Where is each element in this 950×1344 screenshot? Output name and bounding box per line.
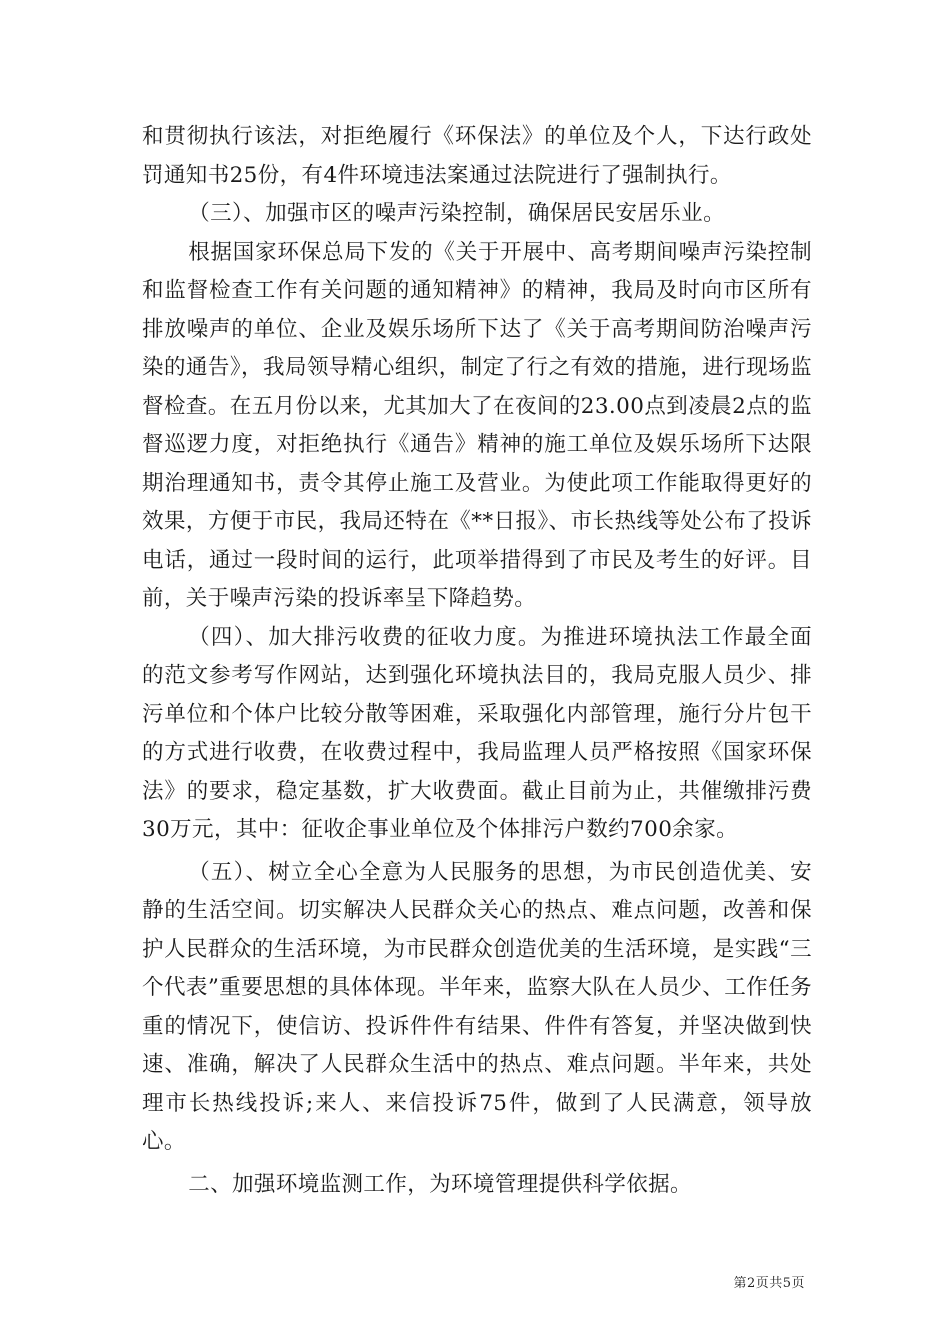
document-body	[142, 118, 812, 1204]
paragraph-continuation: 和贯彻执行该法，对拒绝履行《环保法》的单位及个人，下达行政处罚通知书25份，有4件环境违法案通过法院进行了强制执行。	[142, 124, 812, 188]
paragraph-noise-control: 根据国家环保总局下发的《关于开展中、高考期间噪声污染控制和监督检查工作有关问题的通知精神》的精神，我局及时向市区所有排放噪声的单位、企业及娱乐场所下达了《关于高考期间防治噪声污染的通告》，我局领导精心组织，制定了行之有效的措施，进行现场监督检查。在五月份以来，尤其加大了在夜间的23.00点到凌晨2点的监督巡逻力度，对拒绝执行《通告》精神的施工单位及娱乐场所下达限期治理通知书，责令其停止施工及营业。为使此项工作能取得更好的效果，方便于市民，我局还特在《**日报》、市长热线等处公布了投诉电话，通过一段时间的运行，此项举措得到了市民及考生的好评。目前，关于噪声污染的投诉率呈下降趋势。	[142, 239, 812, 611]
paragraph-sewage-fees: （四）、加大排污收费的征收力度。为推进环境执法工作最全面的范文参考写作网站，达到强化环境执法目的，我局克服人员少、排污单位和个体户比较分散等困难，采取强化内部管理，施行分片包干的方式进行收费，在收费过程中，我局监理人员严格按照《国家环保法》的要求，稳定基数，扩大收费面。截止目前为止，共催缴排污费30万元，其中：征收企事业单位及个体排污户数约700余家。	[142, 624, 812, 842]
paragraph-public-service: （五）、树立全心全意为人民服务的思想，为市民创造优美、安静的生活空间。切实解决人民群众关心的热点、难点问题，改善和保护人民群众的生活环境，为市民群众创造优美的生活环境，是实践“三个代表”重要思想的具体体现。半年来，监察大队在人员少、工作任务重的情况下，使信访、投诉件件有结果、件件有答复，并坚决做到快速、准确，解决了人民群众生活中的热点、难点问题。半年来，共处理市长热线投诉;来人、来信投诉75件，做到了人民满意，领导放心。	[142, 859, 812, 1154]
section-heading-three: （三）、加强市区的噪声污染控制，确保居民安居乐业。	[188, 201, 725, 226]
section-heading-two: 二、加强环境监测工作，为环境管理提供科学依据。	[188, 1171, 692, 1197]
page-number-footer: 第2页共5页	[733, 1276, 805, 1291]
